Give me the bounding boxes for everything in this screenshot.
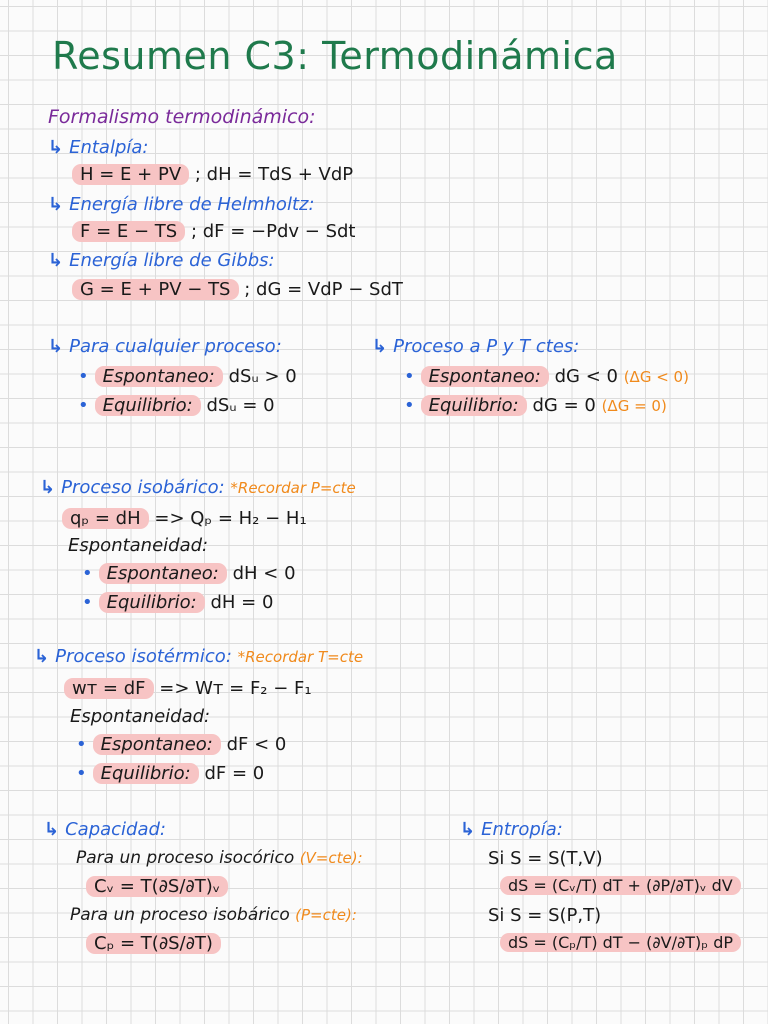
capacidad-isocorico-text: Para un proceso isocórico [76, 848, 295, 868]
entropia-line2: Si S = S(P,T) [488, 905, 602, 926]
helmholtz-diff: ; dF = −Pdv − Sdt [190, 221, 356, 242]
helmholtz-label-text: Energía libre de Helmholtz: [69, 194, 315, 215]
gibbs-diff: ; dG = VdP − SdT [244, 279, 403, 300]
isobarico-result: => Qₚ = H₂ − H₁ [154, 508, 307, 529]
bullet-icon: • [76, 734, 87, 755]
bullet-icon: • [82, 563, 93, 584]
isobarico-equilibrio [82, 592, 273, 613]
helmholtz-equation [72, 221, 355, 242]
page-title: Resumen C3: Termodinámica [52, 34, 618, 78]
isotermico-espontaneo [76, 734, 286, 755]
ds2-formula: dS = (Cₚ/T) dT − (∂V/∂T)ₚ dP [500, 933, 741, 952]
entropia-heading-text: Entropía: [481, 819, 563, 840]
helmholtz-formula: F = E − TS [72, 221, 185, 242]
isobarico-esp-value: dH < 0 [232, 563, 296, 584]
isobarico-formula: qₚ = dH [62, 508, 149, 529]
isobarico-espontaneidad: Espontaneidad: [68, 535, 209, 556]
arrow-icon: ↳ [34, 646, 50, 667]
entalpia-diff: ; dH = TdS + VdP [194, 164, 354, 185]
pytctes-esp-label: Espontaneo: [421, 366, 549, 387]
bullet-icon: • [82, 592, 93, 613]
capacidad-isocorico [76, 848, 363, 868]
isotermico-espontaneidad: Espontaneidad: [70, 706, 211, 727]
isotermico-esp-label: Espontaneo: [93, 734, 221, 755]
pytctes-eq-value: dG = 0 [532, 395, 596, 416]
capacidad-isobarico-text: Para un proceso isobárico [70, 905, 290, 925]
capacidad-isocorico-note: (V=cte): [299, 849, 363, 867]
isobarico-eq-value: dH = 0 [210, 592, 274, 613]
entropia-line1: Si S = S(T,V) [488, 848, 603, 869]
arrow-icon: ↳ [44, 819, 60, 840]
cualquier-espontaneo [78, 366, 297, 387]
isotermico-result: => Wᴛ = F₂ − F₁ [159, 678, 312, 699]
pytctes-heading [372, 336, 579, 357]
bullet-icon: • [76, 763, 87, 784]
isotermico-eq-label: Equilibrio: [93, 763, 199, 784]
pytctes-eq-label: Equilibrio: [421, 395, 527, 416]
entalpia-equation [72, 164, 353, 185]
pytctes-equilibrio [404, 395, 667, 416]
isotermico-equation [64, 678, 312, 699]
arrow-icon: ↳ [48, 336, 64, 357]
pytctes-eq-note: (ΔG = 0) [601, 397, 667, 415]
isotermico-eq-value: dF = 0 [204, 763, 265, 784]
cualquier-equilibrio [78, 395, 275, 416]
pytctes-esp-note: (ΔG < 0) [623, 368, 689, 386]
section-heading-formalismo: Formalismo termodinámico: [48, 106, 316, 128]
gibbs-formula: G = E + PV − TS [72, 279, 239, 300]
cualquier-heading-text: Para cualquier proceso: [69, 336, 282, 357]
bullet-icon: • [78, 366, 89, 387]
isotermico-heading-text: Proceso isotérmico: [55, 646, 232, 667]
cualquier-esp-label: Espontaneo: [95, 366, 223, 387]
pytctes-esp-value: dG < 0 [554, 366, 618, 387]
entalpia-label-text: Entalpía: [69, 137, 149, 158]
bullet-icon: • [404, 395, 415, 416]
entalpia-formula: H = E + PV [72, 164, 189, 185]
entropia-ds2 [500, 933, 741, 952]
capacidad-cv [86, 876, 228, 897]
bullet-icon: • [404, 366, 415, 387]
capacidad-isobarico-note: (P=cte): [295, 906, 357, 924]
cv-formula: Cᵥ = T(∂S/∂T)ᵥ [86, 876, 228, 897]
entropia-ds1 [500, 876, 741, 895]
gibbs-label-text: Energía libre de Gibbs: [69, 250, 275, 271]
isobarico-espontaneo [82, 563, 296, 584]
isobarico-eq-label: Equilibrio: [99, 592, 205, 613]
arrow-icon: ↳ [48, 250, 64, 271]
entalpia-label [48, 137, 149, 158]
isotermico-heading [34, 646, 363, 667]
isobarico-heading-text: Proceso isobárico: [61, 477, 225, 498]
cualquier-esp-value: dSᵤ > 0 [228, 366, 297, 387]
capacidad-isobarico [70, 905, 357, 925]
arrow-icon: ↳ [372, 336, 388, 357]
isobarico-esp-label: Espontaneo: [99, 563, 227, 584]
ds1-formula: dS = (Cᵥ/T) dT + (∂P/∂T)ᵥ dV [500, 876, 741, 895]
cualquier-eq-label: Equilibrio: [95, 395, 201, 416]
gibbs-label [48, 250, 275, 271]
arrow-icon: ↳ [48, 194, 64, 215]
pytctes-heading-text: Proceso a P y T ctes: [393, 336, 580, 357]
entropia-heading [460, 819, 563, 840]
isotermico-formula: wᴛ = dF [64, 678, 154, 699]
isobarico-equation [62, 508, 307, 529]
arrow-icon: ↳ [48, 137, 64, 158]
cualquier-eq-value: dSᵤ = 0 [206, 395, 275, 416]
pytctes-espontaneo [404, 366, 689, 387]
isotermico-esp-value: dF < 0 [226, 734, 287, 755]
cualquier-heading [48, 336, 282, 357]
capacidad-heading-text: Capacidad: [65, 819, 166, 840]
gibbs-equation [72, 279, 403, 300]
capacidad-cp [86, 933, 221, 954]
arrow-icon: ↳ [40, 477, 56, 498]
isotermico-equilibrio [76, 763, 264, 784]
isobarico-heading [40, 477, 356, 498]
helmholtz-label [48, 194, 315, 215]
bullet-icon: • [78, 395, 89, 416]
cp-formula: Cₚ = T(∂S/∂T) [86, 933, 221, 954]
isobarico-note: *Recordar P=cte [230, 479, 356, 497]
isotermico-note: *Recordar T=cte [237, 648, 364, 666]
capacidad-heading [44, 819, 166, 840]
arrow-icon: ↳ [460, 819, 476, 840]
